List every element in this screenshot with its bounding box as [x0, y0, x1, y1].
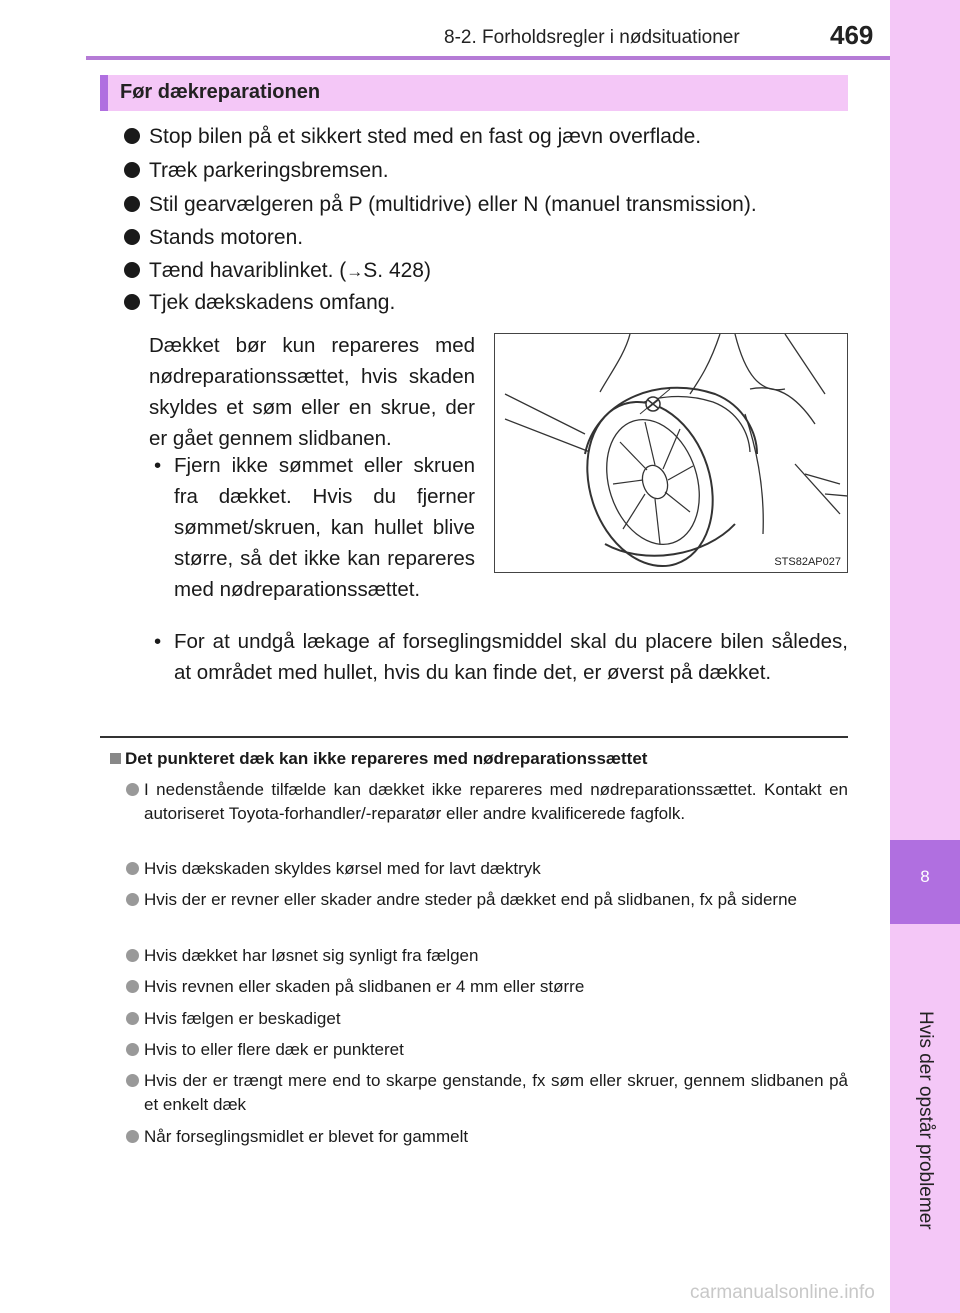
bullet-dot [124, 262, 140, 278]
header-rule [86, 56, 890, 60]
note-bullet-dot [126, 1012, 139, 1025]
note-item: Hvis revnen eller skaden på slidbanen er 4 mm eller større [144, 975, 848, 999]
damage-description: Dækket bør kun repareres med nødreparationssættet, hvis skaden skyldes et søm eller en skrue, der er gået gennem slidbanen. [149, 334, 475, 450]
note-bullet-dot [126, 783, 139, 796]
note-bullet-dot [126, 862, 139, 875]
page-number: 469 [830, 20, 874, 50]
bullet-dot [124, 294, 140, 310]
chapter-number: 8 [920, 867, 930, 886]
square-marker-icon [110, 753, 121, 764]
note-item: Hvis dækket har løsnet sig synligt fra fælgen [144, 944, 848, 968]
note-item: Hvis der er revner eller skader andre steder på dækket end på slidbanen, fx på siderne [144, 888, 848, 912]
note-bullet-dot [126, 980, 139, 993]
running-header-section: 8-2. Forholdsregler i nødsituationer [444, 27, 740, 48]
flat-tire-drawing [495, 334, 848, 573]
bullet-item: Tjek dækskadens omfang. [124, 290, 395, 316]
note-bullet-dot [126, 893, 139, 906]
section-heading [100, 75, 848, 111]
figure-label: STS82AP027 [774, 556, 841, 568]
note-item: Hvis fælgen er beskadiget [144, 1007, 848, 1031]
note-bullet-dot [126, 1043, 139, 1056]
note-bullet-dot [126, 1130, 139, 1143]
note-bullet-dot [126, 1074, 139, 1087]
sub-bullet-marker: • [154, 454, 162, 477]
page-reference-link[interactable]: S. 428) [363, 259, 431, 282]
note-item: Når forseglingsmidlet er blevet for gammelt [144, 1125, 848, 1149]
bullet-item: Stop bilen på et sikkert sted med en fast og jævn overflade. [124, 124, 701, 150]
note-bullet-dot [126, 949, 139, 962]
tire-illustration [494, 333, 848, 573]
note-item: Hvis der er trængt mere end to skarpe genstande, fx søm eller skruer, gennem slidbanen på et enkelt dæk [144, 1069, 848, 1117]
bullet-dot [124, 196, 140, 212]
bullet-item: Stands motoren. [124, 225, 303, 251]
note-heading: Det punkteret dæk kan ikke repareres med nødreparationssættet [110, 749, 647, 769]
chapter-number-box [890, 840, 960, 924]
bullet-item: Tænd havariblinket. (→S. 428) [124, 258, 431, 285]
bullet-dot [124, 162, 140, 178]
note-item: Hvis to eller flere dæk er punkteret [144, 1038, 848, 1062]
chapter-title [914, 1011, 936, 1101]
bullet-item: Stil gearvælgeren på P (multidrive) eller N (manuel transmission). [124, 192, 757, 218]
bullet-dot [124, 229, 140, 245]
sub-bullet: • For at undgå lækage af forseglingsmiddel skal du placere bilen således, at området med hullet, hvis du kan finde det, er øverst på dækket. [174, 626, 848, 688]
note-item: Hvis dækskaden skyldes kørsel med for lavt dæktryk [144, 857, 848, 881]
section-heading-text: Før dækreparationen [120, 81, 321, 103]
section-heading-bar [100, 75, 108, 111]
arrow-icon: → [346, 262, 364, 281]
sub-bullet-marker: • [154, 630, 162, 653]
sub-bullet: • Fjern ikke sømmet eller skruen fra dækket. Hvis du fjerner sømmet/skruen, kan hullet blive større, så det ikke kan repareres med nødreparationssættet. [174, 450, 475, 605]
section-divider [100, 736, 848, 738]
bullet-item: Træk parkeringsbremsen. [124, 158, 389, 184]
note-item: I nedenstående tilfælde kan dækket ikke repareres med nødreparationssættet. Kontakt en autoriseret Toyota-forhandler/-reparatør eller andre kvalificerede fagfolk. [144, 778, 848, 826]
bullet-dot [124, 128, 140, 144]
watermark: carmanualsonline.info [690, 1282, 875, 1303]
